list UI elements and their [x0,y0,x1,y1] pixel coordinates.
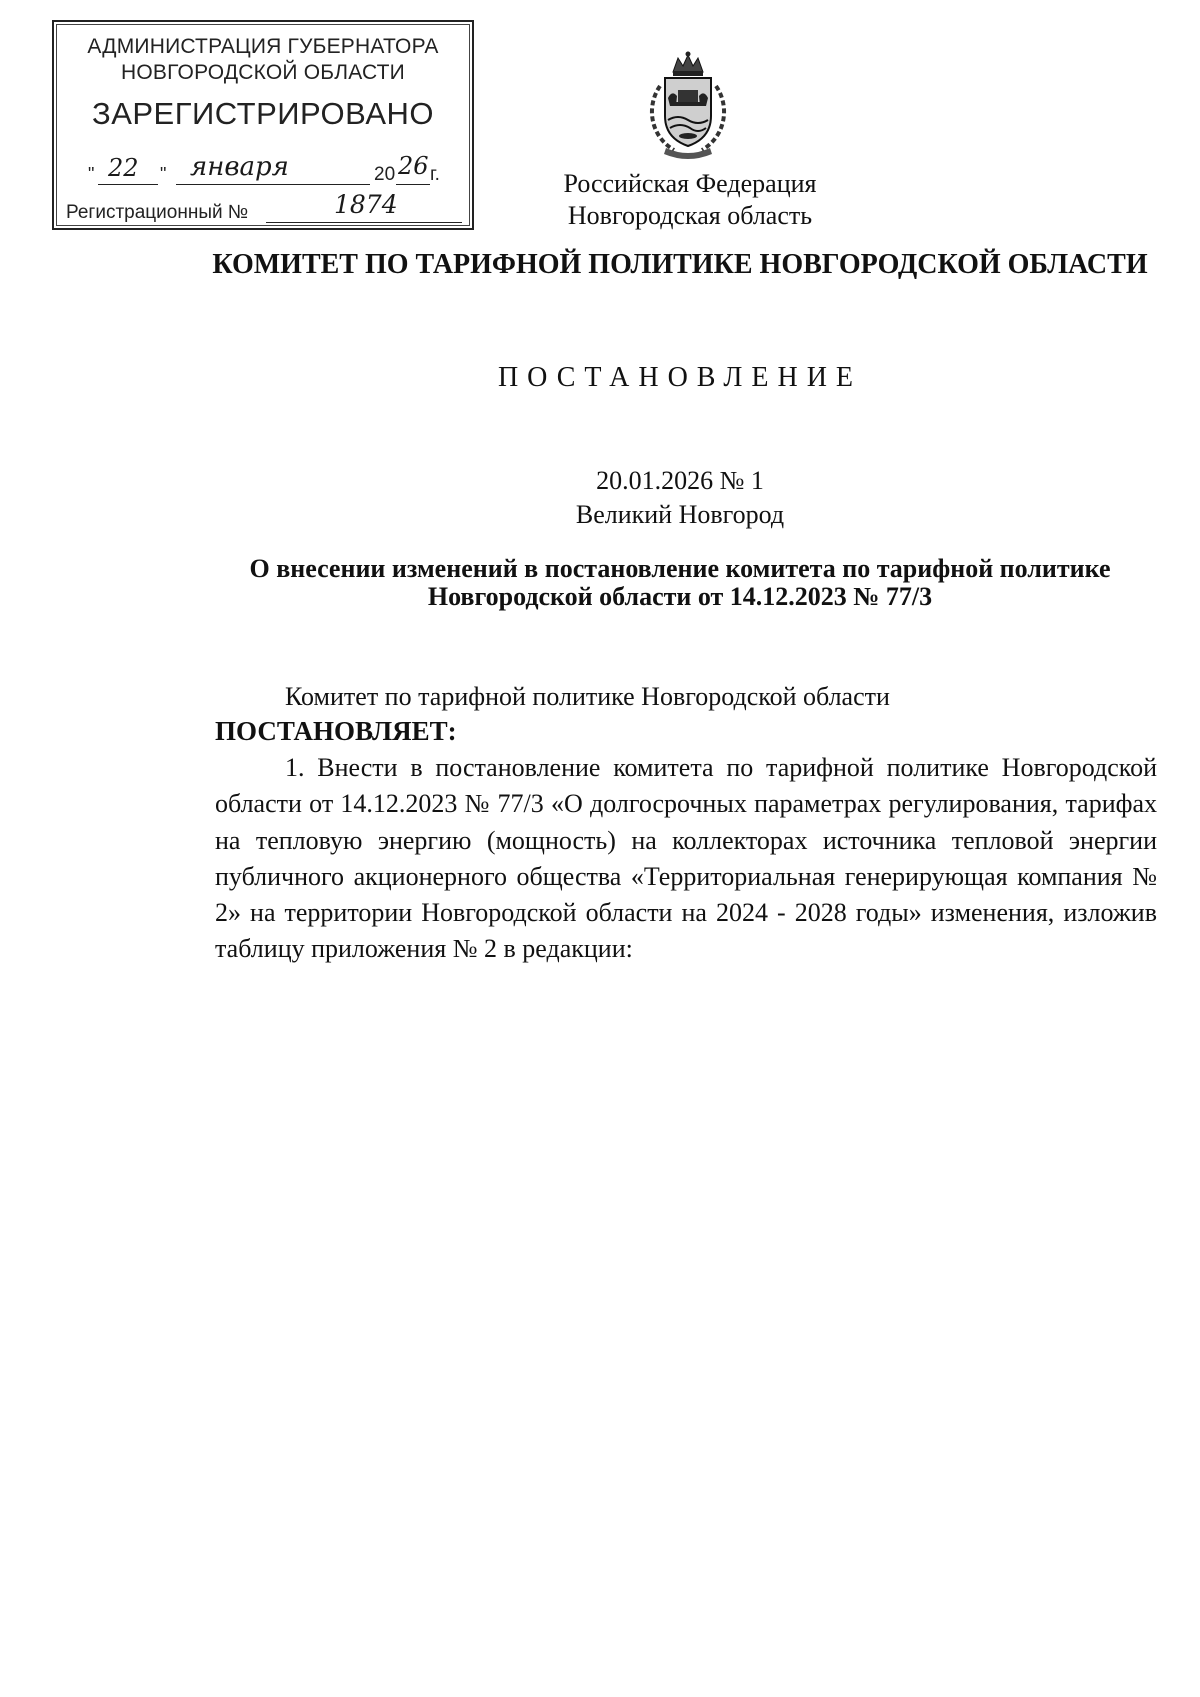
document-subject [200,555,1160,611]
novgorod-coat-of-arms-icon [640,50,736,160]
stamp-month: января [190,152,289,182]
intro-text: Комитет по тарифной политике Новгородской области [285,682,890,711]
stamp-year-unit: г. [430,164,440,185]
stamp-authority-line1: АДМИНИСТРАЦИЯ ГУБЕРНАТОРА [87,35,439,58]
city: Великий Новгород [575,500,785,529]
stamp-quote-open: " [88,164,95,184]
date-number: 20.01.2026 № 1 [596,466,764,495]
stamp-year-underline [396,184,430,185]
region-label: Новгородская область [567,201,813,230]
date-number-block [380,464,980,532]
stamp-date [80,144,470,194]
stamp-year-suffix: 26 [398,152,429,180]
stamp-registered-label: ЗАРЕГИСТРИРОВАНО [91,96,434,131]
registration-stamp [52,20,474,230]
stamp-day: 22 [108,154,139,182]
document-type: ПОСТАНОВЛЕНИЕ [497,362,863,393]
stamp-day-underline [98,184,158,185]
resolves-heading: ПОСТАНОВЛЯЕТ: [215,716,457,746]
stamp-year-prefix: 20 [374,164,396,185]
stamp-reg-label: Регистрационный № [66,202,249,223]
committee-title: КОМИТЕТ ПО ТАРИФНОЙ ПОЛИТИКЕ НОВГОРОДСКОЙ ОБЛАСТИ [212,249,1148,280]
stamp-month-underline [176,184,370,185]
stamp-reg-number: 1874 [334,190,398,219]
stamp-authority-line2: НОВГОРОДСКОЙ ОБЛАСТИ [121,61,405,84]
subject-line1: О внесении изменений в постановление комитета по тарифной политике [249,554,1111,583]
stamp-reg-underline [266,222,462,223]
country-label: Российская Федерация [563,169,817,198]
subject-line2: Новгородской области от 14.12.2023 № 77/3 [427,582,933,611]
resolution-item-1: 1. Внести в постановление комитета по тарифной политике Новгородской области от 14.12.2023 № 77/3 «О долгосрочных параметрах регулирования, тарифах на тепловую энергию (мощность) на коллекторах источника тепловой энергии публичного акционерного общества «Территориальная генерирующая компания № 2» на территории Новгородской области на 2024 - 2028 годы» изменения, изложив таблицу приложения № 2 в редакции: [215,753,1157,964]
stamp-quote-close: " [160,164,167,184]
